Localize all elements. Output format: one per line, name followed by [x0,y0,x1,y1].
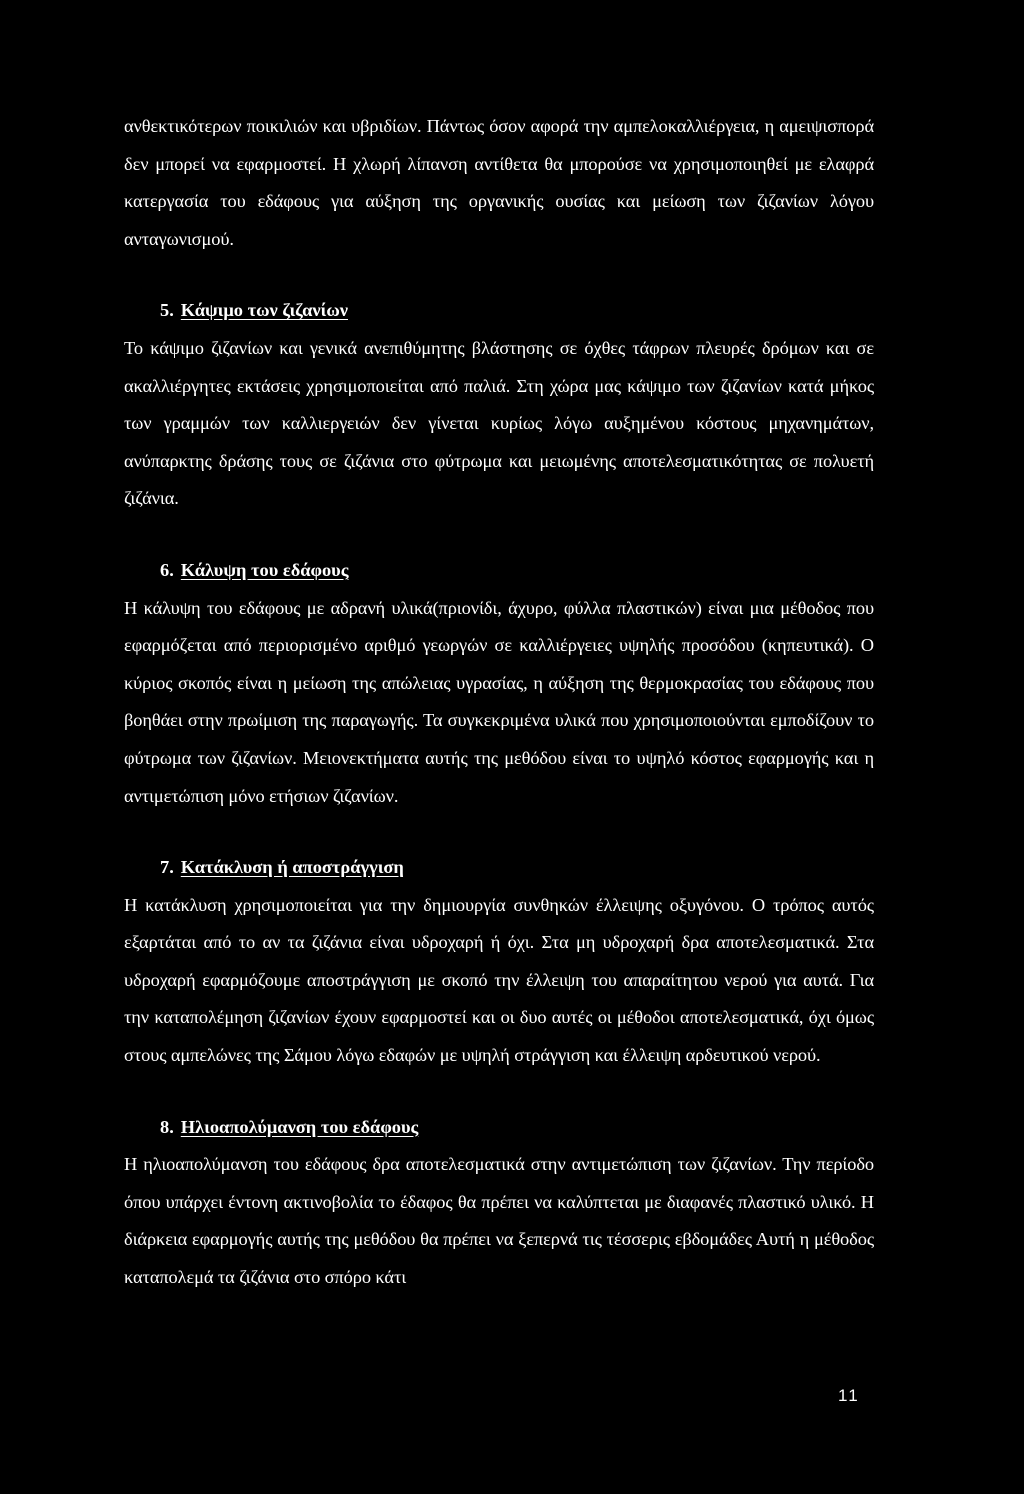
section-title: Κάλυψη του εδάφους [180,559,349,580]
section-title: Κάψιμο των ζιζανίων [180,300,348,321]
section-number: 6. [160,559,174,580]
section-7 [124,849,874,1075]
section-title: Κατάκλυση ή αποστράγγιση [180,857,404,878]
section-heading [124,1109,874,1147]
page-number: 11 [838,1386,860,1405]
section-8 [124,1109,874,1297]
intro-paragraph: ανθεκτικότερων ποικιλιών και υβριδίων. Πάντως όσον αφορά την αμπελοκαλλιέργεια, η αμειψισπορά δεν μπορεί να εφαρμοστεί. Η χλωρή λίπανση αντίθετα θα μπορούσε να χρησιμοποιηθεί με ελαφρά κατεργασία του εδάφους για αύξηση της οργανικής ουσίας και μείωση των ζιζανίων λόγου ανταγωνισμού. [124,116,874,249]
section-paragraph: Η κατάκλυση χρησιμοποιείται για την δημιουργία συνθηκών έλλειψης οξυγόνου. Ο τρόπος αυτός εξαρτάται από το αν τα ζιζάνια είναι υδροχαρή ή όχι. Στα μη υδροχαρή δρα αποτελεσματικά. Στα υδροχαρή εφαρμόζουμε αποστράγγιση με σκοπό την έλλειψη του απαραίτητου νερού για αυτά. Για την καταπολέμηση ζιζανίων έχουν εφαρμοστεί και οι δυο αυτές οι μέθοδοι αποτελεσματικά, όχι όμως στους αμπελώνες της Σάμου λόγω εδαφών με υψηλή στράγγιση και έλλειψη αρδευτικού νερού. [124,894,874,1066]
section-number: 8. [160,1116,174,1137]
section-heading [124,292,874,330]
section-paragraph: Η κάλυψη του εδάφους με αδρανή υλικά(πριονίδι, άχυρο, φύλλα πλαστικών) είναι μια μέθοδος που εφαρμόζεται από περιορισμένο αριθμό γεωργών σε καλλιέργειες υψηλής προσόδου (κηπευτικά). Ο κύριος σκοπός είναι η μείωση της απώλειας υγρασίας, η αύξηση της θερμοκρασίας του εδάφους που βοηθάει στην πρωίμιση της παραγωγής. Τα συγκεκριμένα υλικά που χρησιμοποιούνται εμποδίζουν το φύτρωμα των ζιζανίων. Μειονεκτήματα αυτής της μεθόδου είναι το υψηλό κόστος εφαρμογής και η αντιμετώπιση μόνο ετήσιων ζιζανίων. [124,597,874,806]
section-paragraph: Η ηλιοαπολύμανση του εδάφους δρα αποτελεσματικά στην αντιμετώπιση των ζιζανίων. Την περίοδο όπου υπάρχει έντονη ακτινοβολία το έδαφος θα πρέπει να καλύπτεται με διαφανές πλαστικό υλικό. Η διάρκεια εφαρμογής αυτής της μεθόδου θα πρέπει να ξεπερνά τις τέσσερις εβδομάδες Αυτή η μέθοδος καταπολεμά τα ζιζάνια στο σπόρο κάτι [124,1154,874,1288]
section-heading [124,552,874,590]
section-number: 7. [160,857,174,878]
section-number: 5. [160,300,174,321]
section-6 [124,552,874,815]
section-heading [124,849,874,887]
section-title: Ηλιοαπολύμανση του εδάφους [180,1116,419,1137]
section-paragraph: Το κάψιμο ζιζανίων και γενικά ανεπιθύμητης βλάστησης σε όχθες τάφρων πλευρές δρόμων και σε ακαλλιέργητες εκτάσεις χρησιμοποιείται από παλιά. Στη χώρα μας κάψιμο των ζιζανίων κατά μήκος των γραμμών των καλλιεργειών δεν γίνεται κυρίως λόγω αυξημένου κόστους μηχανημάτων, ανύπαρκτης δράσης τους σε ζιζάνια στο φύτρωμα και μειωμένης αποτελεσματικότητας σε πολυετή ζιζάνια. [124,337,874,509]
section-5 [124,292,874,518]
document-page [124,108,874,1297]
